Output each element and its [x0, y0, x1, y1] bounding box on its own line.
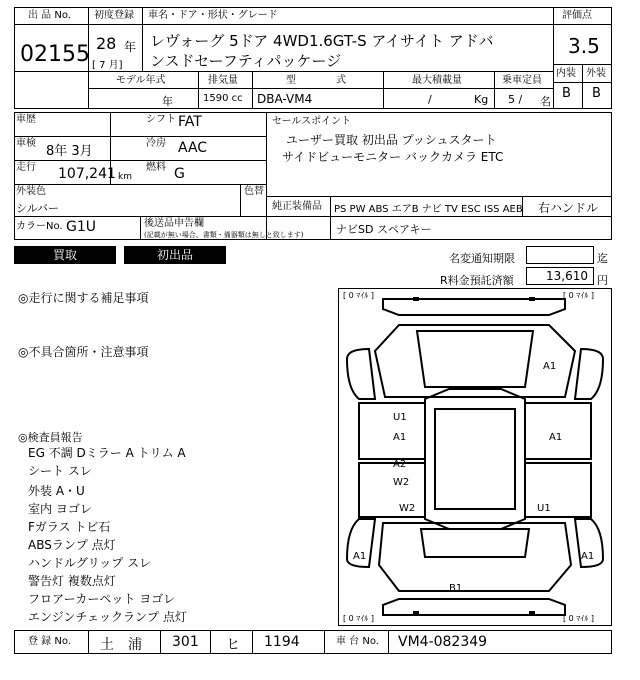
damage-mark: B1 [449, 583, 463, 594]
mileage-label: 走行 [16, 162, 36, 173]
damage-mark: W2 [399, 503, 416, 514]
counter-front-right: [ 0 ﾏｲﾙ ] [563, 291, 594, 300]
model-year-label: モデル年式 [116, 75, 166, 86]
car-diagram [338, 288, 612, 626]
damage-mark: W2 [393, 477, 410, 488]
after-send-note: (記載が無い場合、書類・備器類は無しと致します) [144, 231, 304, 239]
displacement-value: 1590 cc [203, 93, 243, 104]
after-send-value: ナビSD スペアキー [336, 223, 432, 236]
reg-number: 1194 [264, 634, 300, 650]
damage-mark: A1 [543, 361, 557, 372]
report-line: EG 不調 Dミラー A トリム A [28, 446, 186, 460]
color-no-label: カラーNo. [16, 221, 63, 232]
mileage-unit: km [118, 172, 132, 182]
report-line: エンジンチェックランプ 点灯 [28, 610, 187, 624]
rating-label: 評価点 [562, 10, 592, 21]
reg-class: 301 [172, 634, 199, 650]
fuel-value: G [174, 166, 185, 182]
max-load-unit: Kg [474, 93, 489, 106]
capacity-label: 乗車定員 [502, 75, 542, 86]
report-line: フロアーカーペット ヨゴレ [28, 592, 176, 606]
car-name-label: 車名・ドア・形状・グレード [148, 10, 278, 21]
ext-color-value: シルバー [16, 202, 59, 215]
report-line: 室内 ヨゴレ [28, 502, 92, 516]
car-name-line2: ンスドセーフティパッケージ [150, 52, 342, 70]
first-reg-year: 28 [96, 34, 117, 53]
ac-label: 冷房 [146, 138, 166, 149]
ext-color-label: 外装色 [16, 186, 46, 197]
sales-point-line2: サイドビューモニター バックカメラ ETC [282, 150, 504, 164]
report-line: シート スレ [28, 464, 92, 478]
car-name-line1: レヴォーグ 5ドア 4WD1.6GT-S アイサイト アドバ [150, 32, 494, 50]
model-year-unit: 年 [162, 95, 173, 108]
name-change-box [526, 246, 594, 264]
inspection-label: 車検 [16, 138, 36, 149]
after-send-label: 後送品申告欄 [144, 218, 204, 229]
color-no-value: G1U [66, 219, 97, 235]
displacement-label: 排気量 [208, 75, 238, 86]
damage-mark: U1 [537, 503, 551, 514]
recycle-value: 13,610 [546, 269, 588, 283]
report-line: 警告灯 複数点灯 [28, 574, 116, 588]
name-change-unit: 迄 [597, 252, 608, 265]
defects-label: ◎不具合箇所・注意事項 [18, 345, 149, 359]
buyback-tag: 買取 [14, 246, 116, 264]
report-line: 外装 A・U [28, 484, 85, 498]
damage-mark: A1 [393, 432, 407, 443]
driving-note-label: ◎走行に関する補足事項 [18, 291, 149, 305]
counter-front-left: [ 0 ﾏｲﾙ ] [343, 291, 374, 300]
sales-point-label: セールスポイント [272, 116, 352, 127]
damage-mark: A1 [353, 551, 367, 562]
exterior-grade: B [592, 86, 601, 101]
history-label: 車歴 [16, 114, 36, 125]
first-reg-year-unit: 年 [124, 40, 137, 54]
shift-value: FAT [178, 114, 202, 130]
rating-value: 3.5 [568, 34, 600, 58]
max-load-value: / [428, 93, 432, 106]
first-reg-month: [ 7 月] [92, 60, 123, 71]
type-value: DBA-VM4 [257, 92, 313, 106]
inspection-value: 8年 3月 [46, 144, 93, 159]
damage-mark: U1 [393, 412, 407, 423]
report-line: ハンドルグリップ スレ [28, 556, 152, 570]
recycle-label: R料金預託済額 [440, 274, 514, 287]
mileage-value: 107,241 [58, 166, 116, 182]
shift-label: シフト [146, 114, 176, 125]
report-line: Fガラス トビ石 [28, 520, 111, 534]
lot-no: 02155 [20, 42, 90, 67]
report-line: ABSランプ 点灯 [28, 538, 116, 552]
counter-rear-left: [ 0 ﾏｲﾙ ] [343, 614, 374, 623]
damage-mark: A2 [393, 459, 407, 470]
damage-mark: A1 [549, 432, 563, 443]
std-equipment-value: PS PW ABS エアB ナビ TV ESC ISS AEB [334, 204, 523, 215]
reg-no-label: 登 録 No. [28, 636, 71, 647]
counter-rear-right: [ 0 ﾏｲﾙ ] [563, 614, 594, 623]
capacity-unit: 名 [540, 95, 551, 108]
chassis-value: VM4-082349 [398, 634, 488, 650]
steering-value: 右ハンドル [538, 201, 599, 215]
first-listing-tag: 初出品 [124, 246, 226, 264]
first-reg-label: 初度登録 [94, 10, 134, 21]
sales-point-line1: ユーザー買取 初出品 プッシュスタート [286, 133, 497, 147]
reg-kana: ヒ [226, 637, 240, 653]
type-label: 型 式 [286, 75, 346, 86]
damage-mark: A1 [581, 551, 595, 562]
interior-label: 内装 [556, 68, 576, 79]
fuel-label: 燃料 [146, 162, 166, 173]
recycle-unit: 円 [597, 274, 608, 287]
ac-value: AAC [178, 140, 208, 156]
exterior-label: 外装 [586, 68, 606, 79]
name-change-label: 名変通知期限 [449, 252, 515, 265]
interior-grade: B [562, 86, 571, 101]
chassis-label: 車 台 No. [336, 636, 379, 647]
std-equipment-label: 純正装備品 [272, 201, 322, 212]
lot-no-label: 出 品 No. [28, 10, 71, 21]
max-load-label: 最大積載量 [412, 75, 462, 86]
car-outline [339, 289, 611, 625]
capacity-value: 5 / [508, 93, 523, 106]
color-change-label: 色替 [244, 186, 264, 197]
reg-region: 土 浦 [100, 637, 142, 653]
inspector-label: ◎検査員報告 [18, 431, 83, 444]
